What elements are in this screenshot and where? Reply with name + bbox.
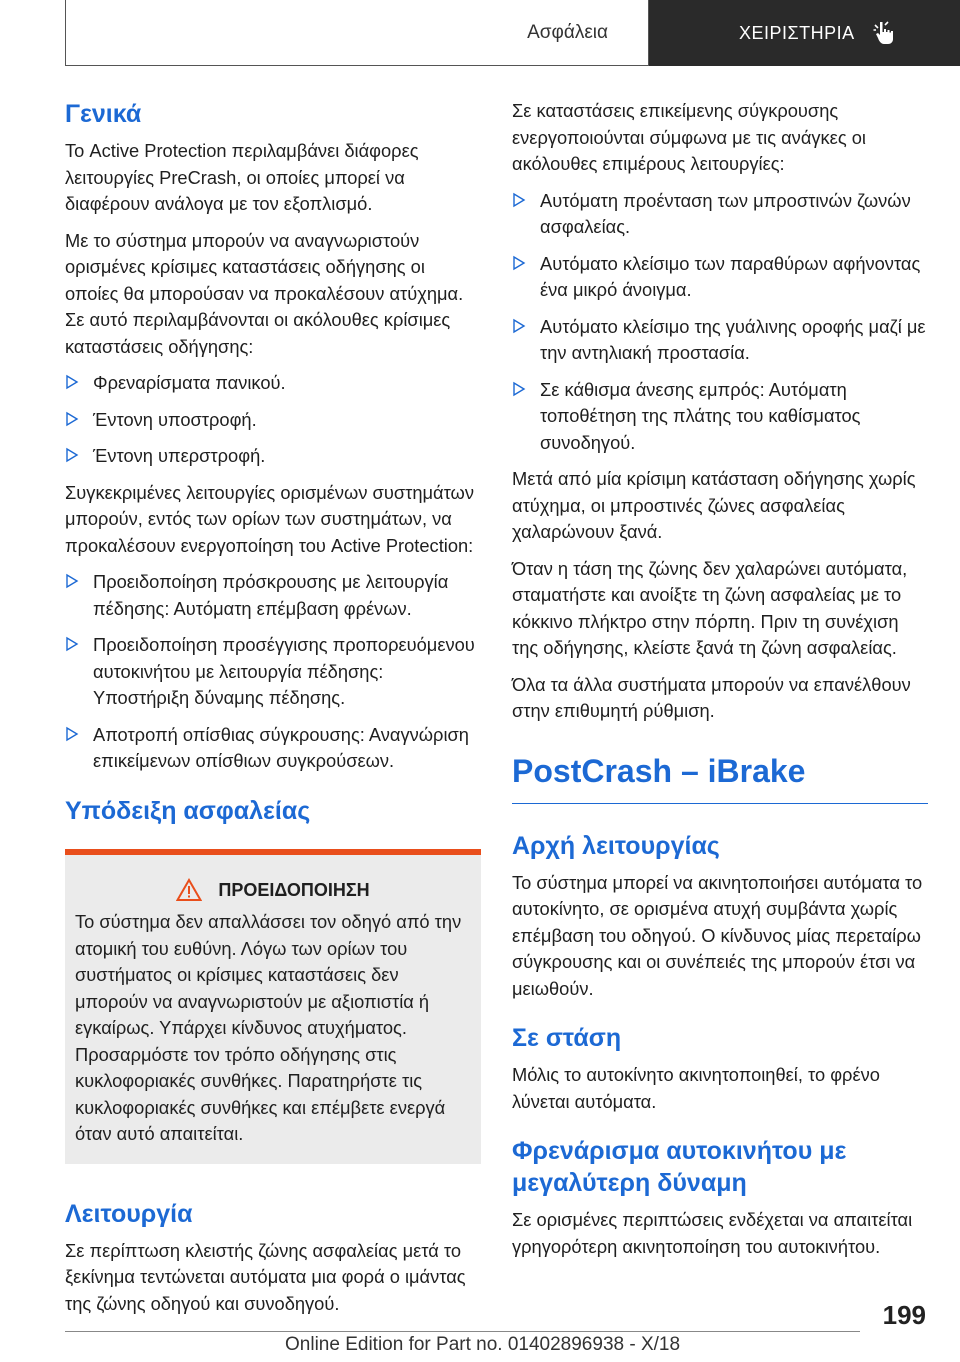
page-number: 199 xyxy=(882,1300,926,1330)
warning-triangle-icon xyxy=(176,878,202,902)
right-paragraph-1: Σε καταστάσεις επικείμενης σύγκρουσης ενεργοποιούνται σύμφωνα με τις ανάγκες οι ακόλουθες επιμέρους λειτουργίες: xyxy=(512,100,866,174)
braking-heading: Φρενάρισμα αυτοκινήτου με μεγαλύτερη δύναμη xyxy=(512,1137,847,1197)
right-paragraph-3: Όταν η τάση της ζώνης δεν χαλαρώνει αυτόματα, σταματήστε και ανοίξτε τη ζώνη ασφαλείας με το κόκκινο πλήκτρο στην πόρπη. Πριν τη συνέχιση της οδήγησης, κλείστε ξανά τη ζώνη ασφαλείας. xyxy=(512,557,908,658)
general-paragraph-3: Συγκεκριμένες λειτουργίες ορισμένων συστημάτων μπορούν, εντός των ορίων των συστημάτων, να προκαλέσουν ενεργοποίηση του Active Protection: xyxy=(65,481,474,556)
triangle-bullet-icon xyxy=(512,318,526,334)
right-paragraph-2: Μετά από μία κρίσιμη κατάσταση οδήγησης χωρίς ατύχημα, οι μπροστινές ζώνες ασφαλείας χαλαρώνουν ξανά. xyxy=(512,468,916,542)
section-title: Ασφάλεια xyxy=(527,21,608,43)
pointing-hand-icon xyxy=(873,20,899,46)
list-item: Έντονη υπερστροφή. xyxy=(65,443,481,470)
functions-list xyxy=(512,188,928,457)
principle-paragraph: Το σύστημα μπορεί να ακινητοποιήσει αυτόματα το αυτοκίνητο, σε ορισμένα ατυχή συμβάντα χωρίς επέμβαση του οδηγού. Ο κίνδυνος μίας περεταίρω σύγκρουσης και οι συνέπειές της μπορούν έτσι να μειωθούν. xyxy=(512,871,923,999)
warning-box xyxy=(65,849,481,1164)
stop-heading: Σε στάση xyxy=(512,1024,622,1052)
triggers-list xyxy=(65,569,481,775)
list-item: Σε κάθισμα άνεσης εμπρός: Αυτόματη τοποθέτηση της πλάτης του καθίσματος συνοδηγού. xyxy=(512,377,928,457)
triangle-bullet-icon xyxy=(65,573,79,589)
list-item: Αυτόματο κλείσιμο της γυάλινης οροφής μαζί με την αντηλιακή προστασία. xyxy=(512,314,928,367)
triangle-bullet-icon xyxy=(512,192,526,208)
manual-tab xyxy=(649,0,960,66)
triangle-bullet-icon xyxy=(512,381,526,397)
warning-text: Το σύστημα δεν απαλλάσσει τον οδηγό από την ατομική του ευθύνη. Λόγω των ορίων του συστήματος οι κρίσιμες καταστάσεις δεν μπορούν να αναγνωριστούν με αξιοπιστία ή εγκαίρως. Υπάρχει κίνδυνος ατυχήματος. Προσαρμόστε τον τρόπο οδήγησης στις κυκλοφοριακές συνθήκες. Παρατηρήστε τις κυκλοφοριακές συνθήκες και επέμβετε ενεργά όταν αυτό απαιτείται. xyxy=(75,911,462,1144)
triangle-bullet-icon xyxy=(65,636,79,652)
list-item: Αυτόματο κλείσιμο των παραθύρων αφήνοντας ένα μικρό άνοιγμα. xyxy=(512,251,928,304)
list-item: Αυτόματη προένταση των μπροστινών ζωνών ασφαλείας. xyxy=(512,188,928,241)
stop-paragraph: Μόλις το αυτοκίνητο ακινητοποιηθεί, το φρένο λύνεται αυτόματα. xyxy=(512,1064,880,1112)
situations-list xyxy=(65,370,481,470)
warning-title: ΠΡΟΕΙΔΟΠΟΙΗΣΗ xyxy=(218,879,370,900)
principle-heading: Αρχή λειτουργίας xyxy=(512,831,720,860)
left-column xyxy=(65,98,481,1327)
triangle-bullet-icon xyxy=(65,447,79,463)
triangle-bullet-icon xyxy=(512,255,526,271)
general-paragraph-2: Με το σύστημα μπορούν να αναγνωριστούν ορισμένες κρίσιμες καταστάσεις οδήγησης οι οποίες θα μπορούσαν να προκαλέσουν ατύχημα. Σε αυτό περιλαμβάνονται οι ακόλουθες κρίσιμες καταστάσεις οδήγησης: xyxy=(65,229,464,357)
safety-heading: Υπόδειξη ασφαλείας xyxy=(65,796,311,825)
manual-title: ΧΕΙΡΙΣΤΗΡΙΑ xyxy=(739,22,855,43)
footer-edition: Online Edition for Part no. 01402896938 - X/18 xyxy=(285,1334,681,1355)
triangle-bullet-icon xyxy=(65,726,79,742)
general-paragraph-1: Το Active Protection περιλαμβάνει διάφορες λειτουργίες PreCrash, οι οποίες μπορεί να διαφέρουν ανάλογα με τον εξοπλισμό. xyxy=(65,140,419,214)
list-item: Προειδοποίηση πρόσκρουσης με λειτουργία πέδησης: Αυτόματη επέμβαση φρένων. xyxy=(65,569,481,622)
general-heading: Γενικά xyxy=(65,100,142,128)
function-heading: Λειτουργία xyxy=(65,1199,193,1228)
braking-paragraph: Σε ορισμένες περιπτώσεις ενδέχεται να απαιτείται γρηγορότερη ακινητοποίηση του αυτοκινήτου. xyxy=(512,1209,913,1257)
list-item: Έντονη υποστροφή. xyxy=(65,407,481,434)
right-column xyxy=(512,98,928,1270)
footer-divider xyxy=(65,1331,860,1332)
triangle-bullet-icon xyxy=(65,411,79,427)
page-header xyxy=(65,0,960,66)
section-tab xyxy=(65,0,649,66)
triangle-bullet-icon xyxy=(65,374,79,390)
right-paragraph-4: Όλα τα άλλα συστήματα μπορούν να επανέλθουν στην επιθυμητή ρύθμιση. xyxy=(512,673,911,721)
list-item: Προειδοποίηση προσέγγισης προπορευόμενου αυτοκινήτου με λειτουργία πέδησης: Υποστήριξη δύναμης πέδησης. xyxy=(65,632,481,712)
list-item: Αποτροπή οπίσθιας σύγκρουσης: Αναγνώριση επικείμενων οπίσθιων συγκρούσεων. xyxy=(65,722,481,775)
warning-header xyxy=(75,877,471,904)
list-item: Φρεναρίσματα πανικού. xyxy=(65,370,481,397)
postcrash-heading: PostCrash – iBrake xyxy=(512,751,928,804)
function-paragraph: Σε περίπτωση κλειστής ζώνης ασφαλείας μετά το ξεκίνημα τεντώνεται αυτόματα μια φορά ο ιμάντας της ζώνης οδηγού και συνοδηγού. xyxy=(65,1239,466,1314)
